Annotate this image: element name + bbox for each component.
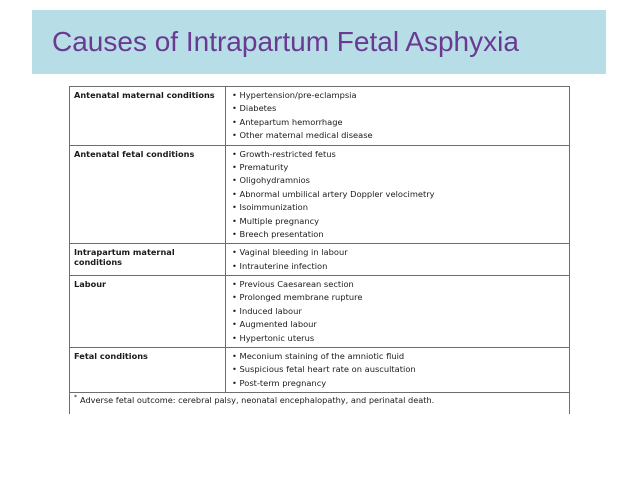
list-item: • Previous Caesarean section xyxy=(232,278,569,291)
causes-table-container xyxy=(69,86,569,414)
table-row xyxy=(70,348,570,393)
row-category: Labour xyxy=(70,276,226,348)
footnote-text: Adverse fetal outcome: cerebral palsy, neonatal encephalopathy, and perinatal death. xyxy=(80,395,435,406)
list-item: • Induced labour xyxy=(232,305,569,318)
bullet-list xyxy=(232,148,569,242)
list-item: • Oligohydramnios xyxy=(232,174,569,187)
list-item: • Hypertension/pre-eclampsia xyxy=(232,89,569,102)
list-item: • Prolonged membrane rupture xyxy=(232,291,569,304)
causes-table-body xyxy=(70,87,570,415)
row-items xyxy=(226,244,570,276)
row-items xyxy=(226,276,570,348)
bullet-list xyxy=(232,350,569,390)
list-item: • Growth-restricted fetus xyxy=(232,148,569,161)
table-row xyxy=(70,244,570,276)
row-category: Fetal conditions xyxy=(70,348,226,393)
footnote-mark: * xyxy=(74,394,77,402)
row-items xyxy=(226,348,570,393)
table-row xyxy=(70,276,570,348)
slide-title: Causes of Intrapartum Fetal Asphyxia xyxy=(52,26,519,57)
list-item: • Other maternal medical disease xyxy=(232,129,569,142)
bullet-list xyxy=(232,246,569,273)
bullet-list xyxy=(232,89,569,143)
title-bar xyxy=(32,10,606,74)
list-item: • Prematurity xyxy=(232,161,569,174)
row-items xyxy=(226,87,570,146)
list-item: • Intrauterine infection xyxy=(232,260,569,273)
row-category: Antenatal fetal conditions xyxy=(70,145,226,244)
causes-table xyxy=(69,86,570,414)
list-item: • Antepartum hemorrhage xyxy=(232,116,569,129)
footnote xyxy=(70,393,570,415)
list-item: • Meconium staining of the amniotic fluid xyxy=(232,350,569,363)
row-items xyxy=(226,145,570,244)
list-item: • Breech presentation xyxy=(232,228,569,241)
list-item: • Multiple pregnancy xyxy=(232,215,569,228)
list-item: • Hypertonic uterus xyxy=(232,332,569,345)
list-item: • Isoimmunization xyxy=(232,201,569,214)
table-row xyxy=(70,145,570,244)
table-row xyxy=(70,87,570,146)
row-category: Intrapartum maternal conditions xyxy=(70,244,226,276)
list-item: • Abnormal umbilical artery Doppler velocimetry xyxy=(232,188,569,201)
list-item: • Suspicious fetal heart rate on auscultation xyxy=(232,363,569,376)
bullet-list xyxy=(232,278,569,345)
list-item: • Augmented labour xyxy=(232,318,569,331)
footnote-row xyxy=(70,393,570,415)
list-item: • Post-term pregnancy xyxy=(232,377,569,390)
list-item: • Diabetes xyxy=(232,102,569,115)
row-category: Antenatal maternal conditions xyxy=(70,87,226,146)
list-item: • Vaginal bleeding in labour xyxy=(232,246,569,259)
